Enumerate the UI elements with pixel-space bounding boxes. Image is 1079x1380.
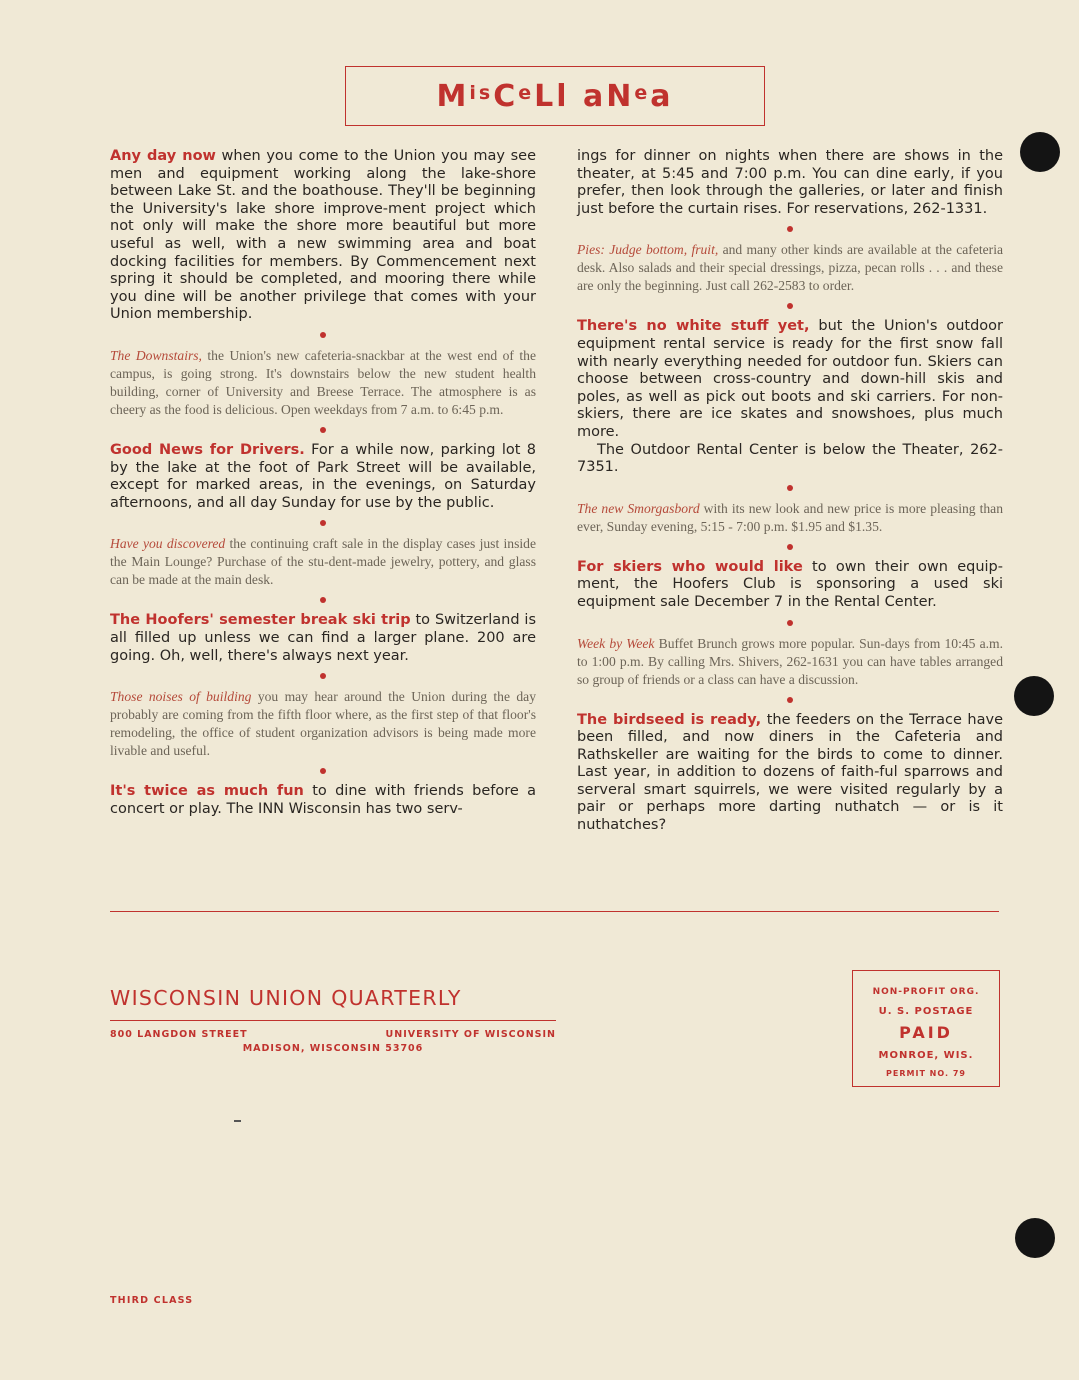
page-title — [437, 79, 674, 114]
permit-line-city: MONROE, WIS. — [878, 1050, 974, 1061]
masthead — [110, 986, 556, 1054]
article-birdseed: The birdseed is ready, the feeders on the Terrace have been filled, and now diners in the Cafeteria and Rathskeller are waiting for the birds to come to dinner. Last year, in addition to dozens of faith-ful sparrows and serveral smart squirrels, we were visited regularly by a pair or perhaps more darting nuthatch — or is it nuthatches? — [577, 711, 1004, 834]
permit-line-paid: PAID — [899, 1023, 953, 1042]
article-building-noises: Those noises of building you may hear around the Union during the day probably are coming from the fifth floor where, as the first step of that floor's remodeling, the office of student organization advisors is being made more livable and useful. — [110, 689, 536, 759]
title-letter: M — [436, 78, 470, 114]
article-smorgasbord: The new Smorgasbord with its new look and new price is more pleasing than ever, Sunday evening, 5:15 - 7:00 p.m. $1.95 and $1.35. — [577, 500, 1003, 534]
city-address: MADISON, WISCONSIN 53706 — [242, 1043, 424, 1054]
bullet-divider — [320, 427, 326, 433]
right-column — [577, 148, 1003, 835]
punch-hole-icon — [1014, 676, 1054, 716]
article-craft-sale: Have you discovered the continuing craft sale in the display cases just inside the Main Lounge? Purchase of the stu-dent-made jewelry, pottery, and glass can be made at the main desk. — [110, 536, 536, 588]
title-letter: s — [478, 81, 494, 104]
article-rental-center: The Outdoor Rental Center is below the Theater, 262-7351. — [577, 441, 1003, 476]
bullet-divider — [787, 697, 793, 703]
title-letter: l — [556, 78, 570, 114]
title-letter: e — [634, 81, 651, 104]
bullet-divider — [787, 303, 793, 309]
stray-ink-mark — [234, 1120, 241, 1122]
title-letter: N — [606, 78, 635, 114]
article-ski-equipment-sale: For skiers who would like to own their own equip-ment, the Hoofers Club is sponsoring a used ski equipment sale December 7 in the Rental Center. — [577, 558, 1003, 610]
bullet-divider — [320, 597, 326, 603]
bullet-divider — [787, 620, 793, 626]
permit-line-org: NON-PROFIT ORG. — [872, 987, 980, 997]
publication-name: WISCONSIN UNION QUARTERLY — [110, 986, 462, 1010]
bullet-divider — [787, 485, 793, 491]
university-name: UNIVERSITY OF WISCONSIN — [385, 1029, 556, 1040]
title-box — [345, 66, 765, 126]
bullet-divider — [320, 520, 326, 526]
left-column — [110, 148, 536, 818]
punch-hole-icon — [1015, 1218, 1055, 1258]
title-letter: a — [582, 78, 607, 114]
street-address: 800 LANGDON STREET — [110, 1029, 248, 1040]
mail-class: THIRD CLASS — [110, 1295, 194, 1306]
punch-hole-icon — [1020, 132, 1060, 172]
address-row — [110, 1029, 556, 1040]
bullet-divider — [787, 226, 793, 232]
bullet-divider — [320, 768, 326, 774]
title-letter: i — [469, 81, 479, 104]
title-letter: a — [650, 78, 674, 114]
article-ski-trip: The Hoofers' semester break ski trip to Switzerland is all filled up unless we can find a larger plane. 200 are going. Oh, well, there's always next year. — [110, 612, 537, 664]
permit-line-postage: U. S. POSTAGE — [878, 1006, 974, 1017]
article-drivers: Good News for Drivers. For a while now, parking lot 8 by the lake at the foot of Park Street will be available, except for marked areas, in the evenings, on Saturday afternoons, and all day Sunday for use by the public. — [110, 441, 536, 511]
bullet-divider — [787, 544, 793, 550]
article-pies: Pies: Judge bottom, fruit, and many other kinds are available at the cafeteria desk. Also salads and their special dressings, pizza, pecan rolls . . . and these are only the beginning. Just call 262-2583 to order. — [577, 242, 1003, 294]
bullet-divider — [320, 673, 326, 679]
article-dine-with-friends-cont: ings for dinner on nights when there are shows in the theater, at 5:45 and 7:00 p.m. You can dine early, if you prefer, then look through the galleries, or later and finish just before the curtain rises. For reservations, 262-1331. — [577, 148, 1003, 217]
article-buffet-brunch: Week by Week Buffet Brunch grows more popular. Sun-days from 10:45 a.m. to 1:00 p.m. By calling Mrs. Shivers, 262-1631 you can have tables arranged so group of friends or a class can have a discussion. — [577, 635, 1004, 687]
postage-permit-box — [852, 970, 1000, 1087]
section-divider — [110, 911, 999, 912]
article-dine-with-friends: It's twice as much fun to dine with friends before a concert or play. The INN Wisconsin has two serv- — [110, 783, 536, 817]
title-letter: L — [534, 78, 557, 114]
bullet-divider — [320, 332, 326, 338]
article-any-day-now: Any day now when you come to the Union you may see men and equipment working along the lake-shore between Lake St. and the boathouse. They'll be beginning the University's lake shore improve-ment project which not only will make the shore more beautiful but more useful as well, with a new swimming area and boat docking facilities for members. By Commencement next spring it should be completed, and mooring there while you dine will be another privilege that comes with your Union membership. — [110, 148, 536, 323]
title-letter: e — [518, 81, 535, 104]
permit-line-number: PERMIT NO. 79 — [886, 1069, 966, 1078]
title-letter: C — [493, 78, 519, 114]
article-downstairs: The Downstairs, the Union's new cafeteria-snackbar at the west end of the campus, is going strong. It's downstairs below the new student health building, corner of University and Breese Terrace. The atmosphere is as cheery as the food is delicious. Open weekdays from 7 a.m. to 6:45 p.m. — [110, 347, 537, 417]
masthead-rule — [110, 1020, 556, 1021]
article-white-stuff: There's no white stuff yet, but the Union's outdoor equipment rental service is ready for the first snow fall with nearly everything needed for outdoor fun. Skiers can choose between cross-country and down-hill skis and poles, as well as pick out boots and ski carriers. For non-skiers, there are ice skates and snowshoes, plus much more. — [577, 318, 1004, 440]
title-letter — [570, 79, 583, 114]
